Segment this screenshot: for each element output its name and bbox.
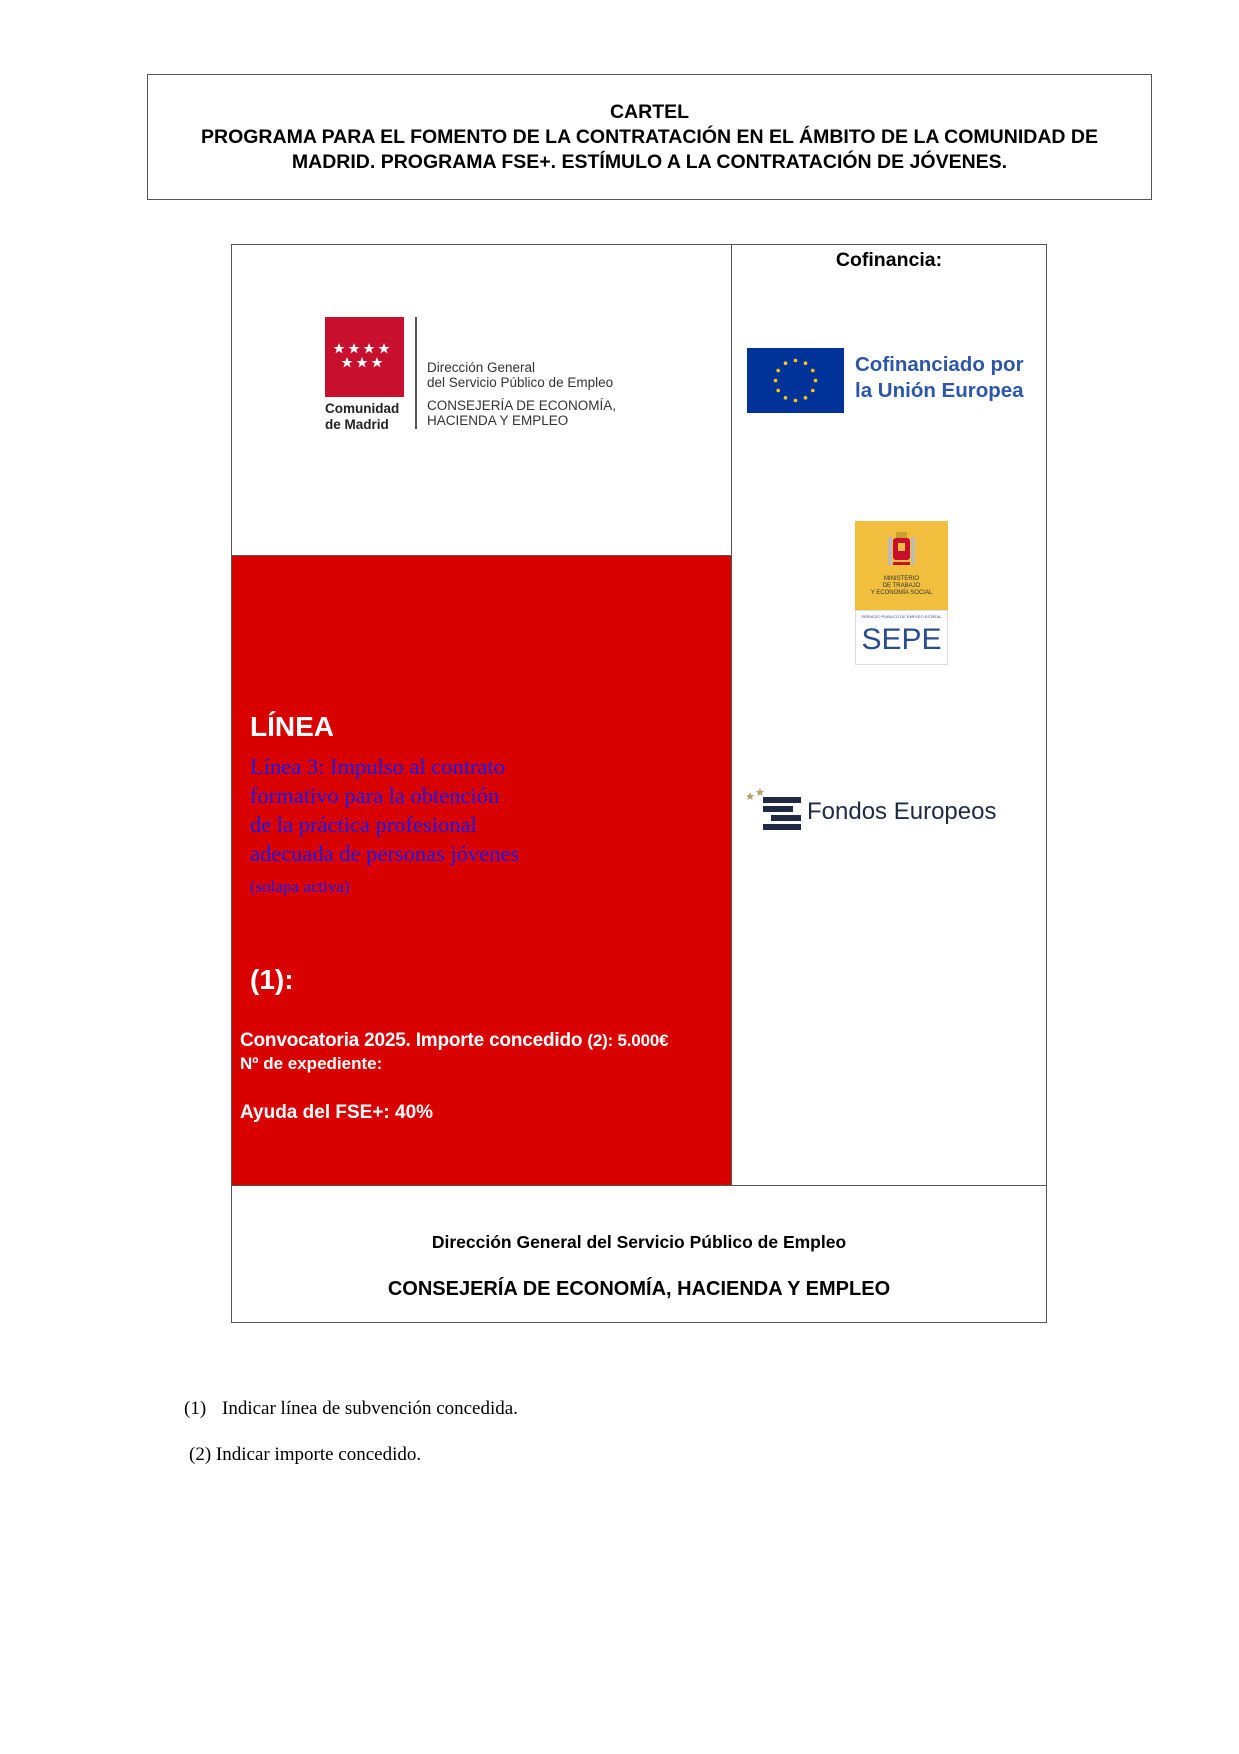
madrid-flag-icon — [325, 317, 404, 397]
logo-divider — [415, 317, 417, 429]
header-box — [147, 74, 1152, 200]
ministerio-sepe-logo — [855, 521, 948, 665]
sepe-text: SEPE — [861, 623, 942, 656]
fondos-europeos-icon — [747, 785, 807, 841]
poster — [231, 244, 1047, 1323]
ayuda-fse: Ayuda del FSE+: 40% — [240, 1102, 434, 1123]
sepe-subtitle: SERVICIO PÚBLICO DE EMPLEO ESTATAL — [861, 614, 942, 619]
sepe-block — [855, 610, 948, 665]
eu-flag-icon — [747, 348, 844, 413]
ministerio-block — [855, 521, 948, 610]
linea-note: (solapa activa) — [250, 877, 350, 896]
footnote-1-number: (1) — [184, 1398, 207, 1419]
footnote-1-text: Indicar línea de subvención concedida. — [222, 1398, 518, 1419]
header-line-2: PROGRAMA PARA EL FOMENTO DE LA CONTRATACIÓN EN EL ÁMBITO DE LA COMUNIDAD DE — [201, 125, 1098, 148]
header-line-1: CARTEL — [609, 100, 690, 123]
spain-coat-of-arms-icon — [886, 529, 917, 573]
linea-heading: LÍNEA — [250, 711, 334, 742]
comunidad-de-madrid-logo — [325, 317, 655, 435]
eu-cofinanciado-text: Cofinanciado por la Unión Europea — [855, 353, 1024, 402]
ministerio-text: MINISTERIO DE TRABAJO Y ECONOMÍA SOCIAL — [870, 576, 933, 596]
logo-direccion-general: Dirección General del Servicio Público de Empleo — [427, 360, 614, 390]
logo-consejeria: CONSEJERÍA DE ECONOMÍA, HACIENDA Y EMPLEO — [427, 398, 617, 428]
fondos-europeos-text: Fondos Europeos — [807, 798, 997, 825]
cofinancia-cell — [731, 244, 1047, 1186]
footnote-2: (2) Indicar importe concedido. — [189, 1444, 422, 1465]
reference-1: (1): — [250, 964, 294, 995]
footer-direccion-general: Dirección General del Servicio Público de Empleo — [431, 1232, 847, 1252]
linea-description: Línea 3: Impulso al contrato formativo para la obtención de la práctica profesional adecuada de personas jóvenes — [250, 754, 520, 866]
footer-consejeria: CONSEJERÍA DE ECONOMÍA, HACIENDA Y EMPLEO — [387, 1278, 891, 1300]
poster-footer — [231, 1185, 1047, 1323]
header-line-3: MADRID. PROGRAMA FSE+. ESTÍMULO A LA CONTRATACIÓN DE JÓVENES. — [291, 150, 1008, 173]
cofinancia-title: Cofinancia: — [835, 249, 943, 271]
linea-panel — [231, 555, 732, 1186]
convocatoria-line: Convocatoria 2025. Importe concedido (2): 5.000€ — [240, 1030, 669, 1051]
comunidad-name: Comunidad de Madrid — [325, 401, 400, 432]
expediente-label: Nº de expediente: — [240, 1054, 383, 1073]
comunidad-logo-cell — [231, 244, 732, 556]
fondos-europeos-logo — [747, 785, 1032, 841]
footnote-1 — [184, 1398, 518, 1420]
